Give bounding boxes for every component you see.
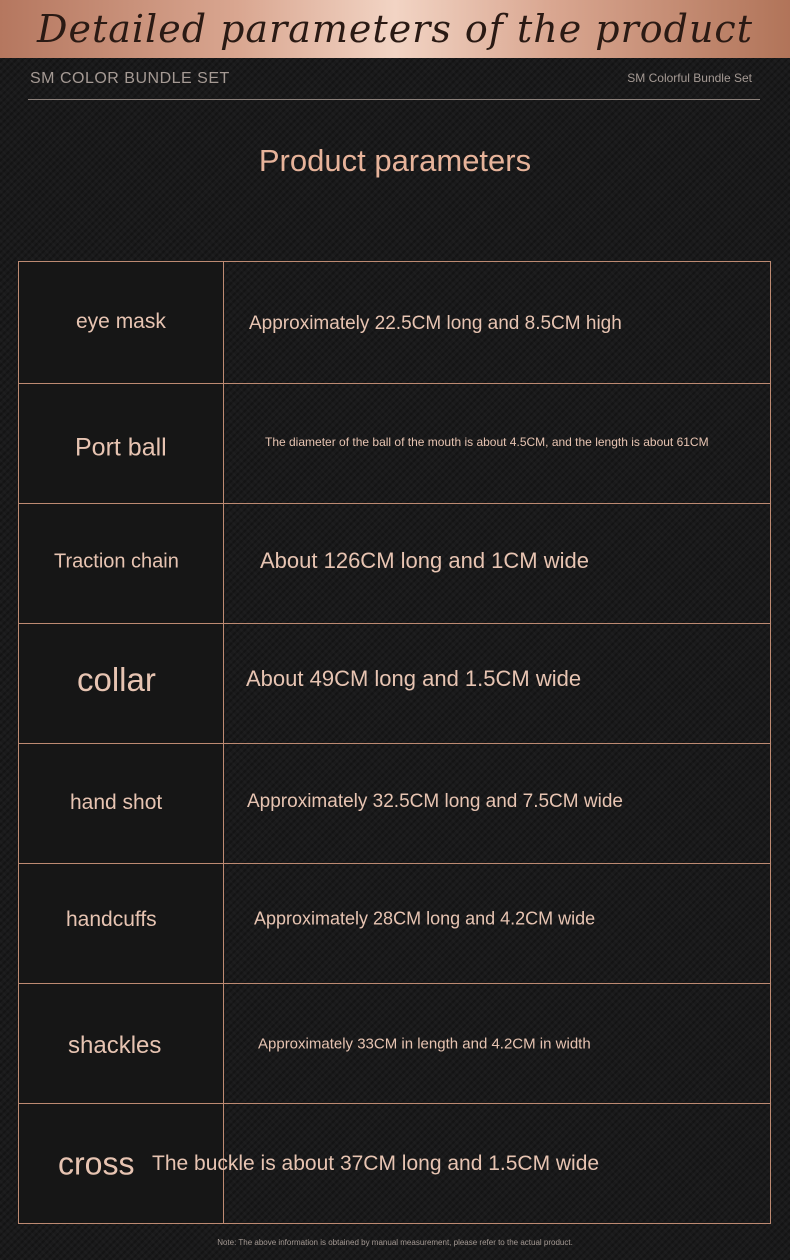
table-row-collar — [19, 623, 770, 743]
table-row-shackles — [19, 983, 770, 1103]
subheader-left: SM COLOR BUNDLE SET — [30, 70, 230, 87]
subheader-right: SM Colorful Bundle Set — [627, 71, 752, 85]
row-label: eye mask — [76, 310, 166, 333]
row-value: The diameter of the ball of the mouth is about 4.5CM, and the length is about 61CM — [265, 435, 709, 449]
row-label: hand shot — [70, 791, 163, 814]
row-value: Approximately 32.5CM long and 7.5CM wide — [247, 791, 623, 812]
row-label: cross — [58, 1145, 135, 1182]
table-row-eye-mask — [19, 262, 770, 383]
measurement-note: Note: The above information is obtained by manual measurement, please refer to the actual product. — [217, 1238, 573, 1247]
row-value: Approximately 28CM long and 4.2CM wide — [254, 908, 596, 929]
row-value: Approximately 33CM in length and 4.2CM in width — [258, 1035, 591, 1053]
row-value: The buckle is about 37CM long and 1.5CM wide — [152, 1152, 600, 1175]
row-label: collar — [77, 661, 156, 698]
page-heading: Product parameters — [258, 143, 532, 178]
row-label: Port ball — [75, 433, 167, 462]
parameters-table — [18, 261, 771, 1224]
row-value: Approximately 22.5CM long and 8.5CM high — [249, 313, 622, 334]
row-label: shackles — [68, 1032, 162, 1059]
table-row-traction-chain — [19, 503, 770, 623]
title-banner — [0, 0, 790, 58]
row-label: Traction chain — [54, 550, 179, 573]
table-row-handcuffs — [19, 863, 770, 983]
table-row-cross — [19, 1103, 770, 1223]
row-value: About 126CM long and 1CM wide — [260, 548, 589, 573]
row-value: About 49CM long and 1.5CM wide — [246, 666, 582, 691]
divider — [28, 99, 760, 100]
banner-title: Detailed parameters of the product — [37, 7, 753, 51]
table-row-port-ball — [19, 383, 770, 503]
row-label: handcuffs — [66, 908, 157, 931]
table-row-hand-shot — [19, 743, 770, 863]
